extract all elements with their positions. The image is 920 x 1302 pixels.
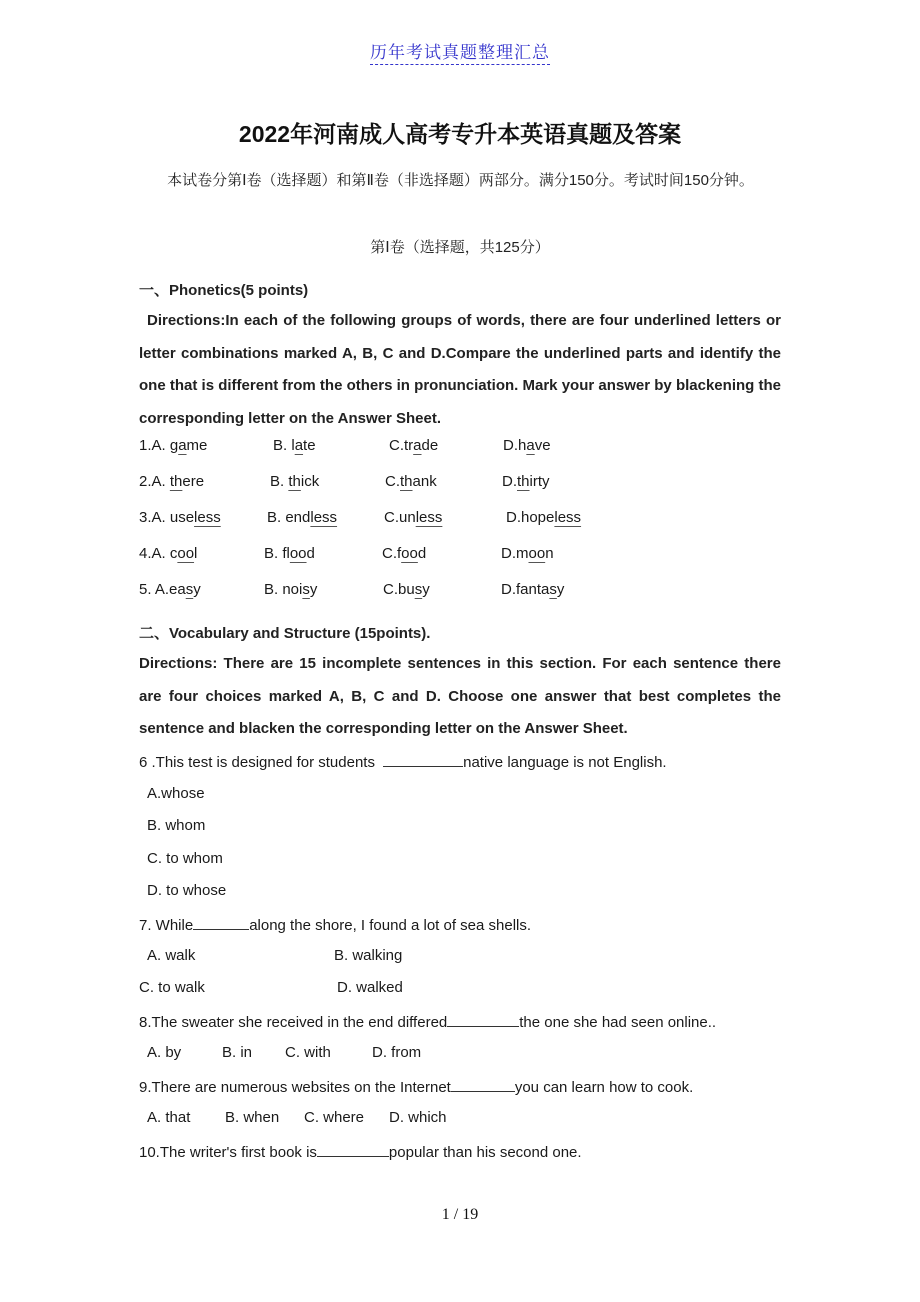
- option-pre: h: [518, 437, 527, 454]
- underlined-letters: oo: [289, 545, 307, 562]
- underlined-letters: a: [413, 437, 422, 454]
- option-pre: tr: [404, 437, 414, 454]
- option-pre: fl: [282, 545, 290, 562]
- phonetics-directions: Directions:In each of the following groups of words, there are four underlined letters or letter combinations marked A, B, C and D.Compare the underlined parts and identify the one that is different from the others in pronunciation. Mark your answer by blackening the corresponding letter on the Answer Sheet.: [139, 312, 781, 427]
- phonetics-section: [139, 279, 781, 300]
- underlined-letters: less: [310, 509, 338, 526]
- phonetics-q3-option-a: [139, 509, 221, 526]
- option-pre: c: [169, 545, 178, 562]
- option-post: y: [422, 581, 430, 598]
- option-pre: ea: [169, 581, 186, 598]
- question-10: [139, 1142, 582, 1161]
- phonetics-q2-option-b: [270, 473, 319, 490]
- phonetics-q2-option-c: [385, 473, 437, 490]
- q7-option-c: C. to walk: [139, 979, 205, 996]
- phonetics-q5-option-b: [264, 581, 317, 598]
- phonetics-q2-option-a: [139, 473, 204, 490]
- phonetics-q4-option-b: [264, 545, 315, 562]
- option-pre: m: [516, 545, 529, 562]
- underlined-letters: oo: [401, 545, 418, 562]
- q7-text-before: 7. While: [139, 917, 194, 934]
- option-post: ve: [534, 437, 551, 454]
- option-label: B.: [264, 581, 283, 598]
- q9-text-after: you can learn how to cook.: [514, 1079, 694, 1096]
- underlined-letters: s: [549, 581, 557, 598]
- option-label: A.: [151, 545, 170, 562]
- phonetics-q4-option-c: [382, 545, 426, 562]
- option-pre: un: [399, 509, 416, 526]
- option-label: C.: [385, 473, 400, 490]
- document-title: 2022年河南成人高考专升本英语真题及答案: [238, 121, 682, 147]
- q6-option-a: A.whose: [147, 785, 205, 802]
- option-pre: f: [397, 545, 402, 562]
- q6-option-c: C. to whom: [147, 850, 223, 867]
- option-pre: noi: [282, 581, 303, 598]
- underlined-letters: th: [288, 473, 301, 490]
- option-pre: hope: [521, 509, 555, 526]
- phonetics-directions-block: [139, 305, 781, 435]
- option-post: ank: [412, 473, 437, 490]
- q8-text-after: the one she had seen online..: [519, 1014, 717, 1031]
- q8-blank: [447, 1012, 519, 1027]
- option-label: B.: [270, 473, 289, 490]
- underlined-letters: less: [554, 509, 582, 526]
- underlined-letters: s: [414, 581, 423, 598]
- option-post: d: [306, 545, 315, 562]
- phonetics-q3-option-b: [267, 509, 337, 526]
- q7-text-after: along the shore, I found a lot of sea shells.: [249, 917, 532, 934]
- question-8: [139, 1012, 716, 1031]
- phonetics-q2-option-d: [502, 473, 550, 490]
- option-pre: g: [169, 437, 179, 454]
- underlined-letters: oo: [177, 545, 195, 562]
- option-label: A.: [151, 509, 170, 526]
- q6-option-d: D. to whose: [147, 882, 227, 899]
- option-label: D.: [501, 545, 516, 562]
- underlined-letters: th: [400, 473, 413, 490]
- phonetics-q5-option-c: [383, 581, 430, 598]
- underlined-letters: oo: [528, 545, 546, 562]
- option-label: C.: [383, 581, 398, 598]
- q7-blank: [193, 915, 249, 930]
- underlined-letters: a: [294, 437, 304, 454]
- q9-option-c: C. where: [304, 1109, 365, 1126]
- q10-blank: [317, 1142, 389, 1157]
- phonetics-q5-option-d: [501, 581, 564, 598]
- phonetics-q1-option-d: [503, 437, 551, 454]
- phonetics-q3-option-d: [506, 509, 581, 526]
- vocabulary-heading: 二、Vocabulary and Structure (15points).: [139, 625, 431, 642]
- underlined-letters: th: [517, 473, 530, 490]
- underlined-letters: a: [526, 437, 535, 454]
- option-label: B.: [264, 545, 283, 562]
- option-label: D.: [503, 437, 518, 454]
- question-7: [139, 915, 531, 934]
- option-post: me: [186, 437, 208, 454]
- option-post: d: [417, 545, 427, 562]
- option-post: irty: [529, 473, 550, 490]
- intro-text: 本试卷分第Ⅰ卷（选择题）和第Ⅱ卷（非选择题）两部分。满分150分。考试时间150分钟。: [167, 172, 754, 189]
- q6-text-before: 6 .This test is designed for students: [139, 754, 380, 771]
- option-label: A.: [151, 473, 170, 490]
- q9-option-d: D. which: [389, 1109, 447, 1126]
- q8-option-d: D. from: [372, 1044, 422, 1061]
- option-label: D.: [506, 509, 521, 526]
- underlined-letters: less: [194, 509, 221, 526]
- option-pre: fanta: [516, 581, 550, 598]
- phonetics-q1-option-a: [139, 437, 207, 454]
- option-label: B.: [273, 437, 292, 454]
- phonetics-q5-option-a: [139, 581, 201, 598]
- q9-option-a: A. that: [147, 1109, 191, 1126]
- question-number: 1.: [139, 437, 152, 454]
- question-number: 4.: [139, 545, 152, 562]
- q9-text-before: 9.There are numerous websites on the Internet: [139, 1079, 451, 1096]
- q6-text-after: native language is not English.: [463, 754, 667, 771]
- option-label: B.: [267, 509, 286, 526]
- underlined-letters: th: [169, 473, 183, 490]
- question-9: [139, 1077, 693, 1096]
- underlined-letters: s: [185, 581, 194, 598]
- q8-text-before: 8.The sweater she received in the end differed: [139, 1014, 448, 1031]
- q9-blank: [451, 1077, 515, 1092]
- option-post: ick: [300, 473, 320, 490]
- q7-option-a: A. walk: [147, 947, 196, 964]
- header-link[interactable]: [0, 38, 920, 63]
- phonetics-q4-option-d: [501, 545, 554, 562]
- q8-option-c: C. with: [285, 1044, 331, 1061]
- q7-option-d: D. walked: [337, 979, 403, 996]
- option-label: C.: [389, 437, 404, 454]
- underlined-letters: s: [302, 581, 310, 598]
- q6-blank: [383, 752, 463, 767]
- option-pre: bu: [398, 581, 415, 598]
- page-number: 1 / 19: [441, 1206, 479, 1223]
- question-6: [139, 752, 667, 771]
- phonetics-q3-option-c: [384, 509, 442, 526]
- option-label: D.: [502, 473, 517, 490]
- option-post: n: [545, 545, 554, 562]
- question-number: 5.: [139, 581, 155, 598]
- option-pre: end: [285, 509, 311, 526]
- q6-option-b: B. whom: [147, 817, 206, 834]
- header-link-text[interactable]: 历年考试真题整理汇总: [370, 43, 550, 63]
- vocabulary-directions-block: [139, 648, 781, 746]
- phonetics-q1-option-b: [273, 437, 316, 454]
- part1-heading: 第Ⅰ卷（选择题，共125分）: [370, 239, 550, 256]
- option-post: y: [193, 581, 201, 598]
- vocabulary-section: [139, 622, 781, 643]
- phonetics-heading: 一、Phonetics(5 points): [139, 282, 309, 299]
- option-label: A.: [151, 437, 170, 454]
- option-post: l: [194, 545, 198, 562]
- question-number: 3.: [139, 509, 152, 526]
- option-post: ere: [182, 473, 205, 490]
- phonetics-q4-option-a: [139, 545, 197, 562]
- option-post: y: [309, 581, 318, 598]
- option-label: C.: [382, 545, 397, 562]
- phonetics-q1-option-c: [389, 437, 438, 454]
- option-label: C.: [384, 509, 399, 526]
- option-post: y: [556, 581, 565, 598]
- q10-text-before: 10.The writer's first book is: [139, 1144, 317, 1161]
- q7-option-b: B. walking: [334, 947, 403, 964]
- option-post: te: [303, 437, 316, 454]
- option-post: de: [421, 437, 439, 454]
- option-pre: l: [291, 437, 295, 454]
- option-pre: use: [169, 509, 195, 526]
- q9-option-b: B. when: [225, 1109, 280, 1126]
- question-number: 2.: [139, 473, 152, 490]
- underlined-letters: a: [178, 437, 187, 454]
- vocabulary-directions: Directions: There are 15 incomplete sentences in this section. For each sentence there are four choices marked A, B, C and D. Choose one answer that best completes the sentence and blacken the corresponding letter on the Answer Sheet.: [139, 655, 781, 737]
- underlined-letters: less: [415, 509, 443, 526]
- q10-text-after: popular than his second one.: [388, 1144, 582, 1161]
- q8-option-b: B. in: [222, 1044, 253, 1061]
- option-label: A.: [154, 581, 170, 598]
- q8-option-a: A. by: [147, 1044, 182, 1061]
- option-label: D.: [501, 581, 516, 598]
